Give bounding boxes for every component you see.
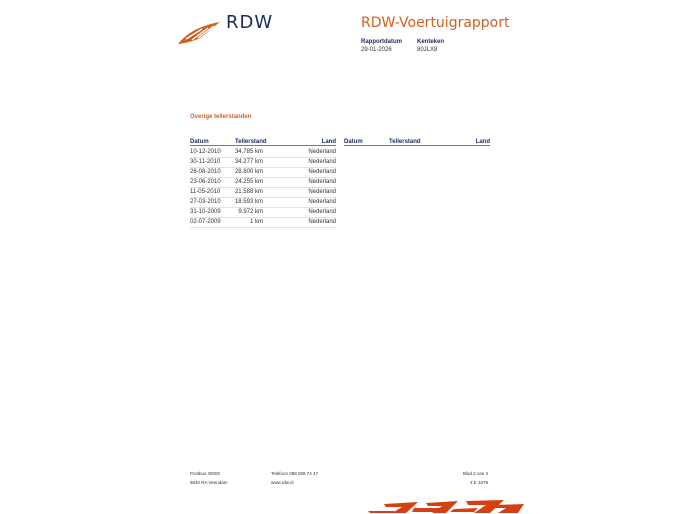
- row-date: 31-10-2009: [190, 209, 221, 215]
- footer-website[interactable]: www.rdw.nl: [271, 480, 294, 485]
- row-date: 30-11-2010: [190, 159, 221, 165]
- row-odometer: 34.277 km: [234, 159, 263, 165]
- row-country: Nederland: [308, 149, 336, 155]
- table-row: [190, 217, 336, 228]
- section-title: Overige tellerstanden: [190, 114, 252, 120]
- row-country: Nederland: [308, 189, 336, 195]
- row-date: 27-03-2010: [190, 199, 221, 205]
- footer-address-line1: Postbus 30000: [190, 471, 221, 476]
- rdw-stripes-icon: [366, 499, 526, 514]
- header-rule-left: [190, 145, 336, 146]
- header-rule-right: [344, 145, 490, 146]
- footer-document-code: 3 E 1679: [469, 480, 488, 485]
- row-date: 02-07-2009: [190, 219, 221, 225]
- row-country: Nederland: [308, 199, 336, 205]
- plate-label: Kenteken: [417, 39, 445, 45]
- row-country: Nederland: [308, 179, 336, 185]
- row-odometer: 34.785 km: [234, 149, 263, 155]
- column-header-date: Datum: [190, 139, 209, 145]
- row-odometer: 21.588 km: [234, 189, 263, 195]
- column-header-odometer: Tellerstand: [235, 139, 267, 145]
- column-header-date-right: Datum: [344, 139, 363, 145]
- row-odometer: 18.593 km: [234, 199, 263, 205]
- footer-page-number: Blad 2 van 4: [462, 471, 488, 476]
- row-country: Nederland: [308, 169, 336, 175]
- footer-address-line2: 9640 RA Veendam: [190, 480, 228, 485]
- report-date-value: 29-01-2026: [361, 47, 392, 53]
- row-odometer: 24.255 km: [234, 179, 263, 185]
- footer-phone: Telefoon 088 008 74 47: [271, 471, 319, 476]
- row-date: 11-05-2010: [190, 189, 221, 195]
- row-date: 23-06-2010: [190, 179, 221, 185]
- row-date: 10-12-2010: [190, 149, 221, 155]
- row-date: 26-08-2010: [190, 169, 221, 175]
- row-odometer: 9.972 km: [238, 209, 263, 215]
- row-country: Nederland: [308, 219, 336, 225]
- column-header-odometer-right: Tellerstand: [389, 139, 421, 145]
- column-header-country-right: Land: [475, 139, 490, 145]
- plate-value: 80JLX8: [417, 47, 438, 53]
- logo-text: RDW: [226, 12, 274, 33]
- report-title: RDW-Voertuigrapport: [361, 15, 510, 31]
- report-date-label: Rapportdatum: [361, 39, 402, 45]
- row-country: Nederland: [308, 209, 336, 215]
- rdw-logo-icon: [176, 20, 222, 46]
- row-odometer: 28.800 km: [234, 169, 263, 175]
- row-odometer: 1 km: [249, 219, 263, 225]
- column-header-country: Land: [321, 139, 336, 145]
- row-country: Nederland: [308, 159, 336, 165]
